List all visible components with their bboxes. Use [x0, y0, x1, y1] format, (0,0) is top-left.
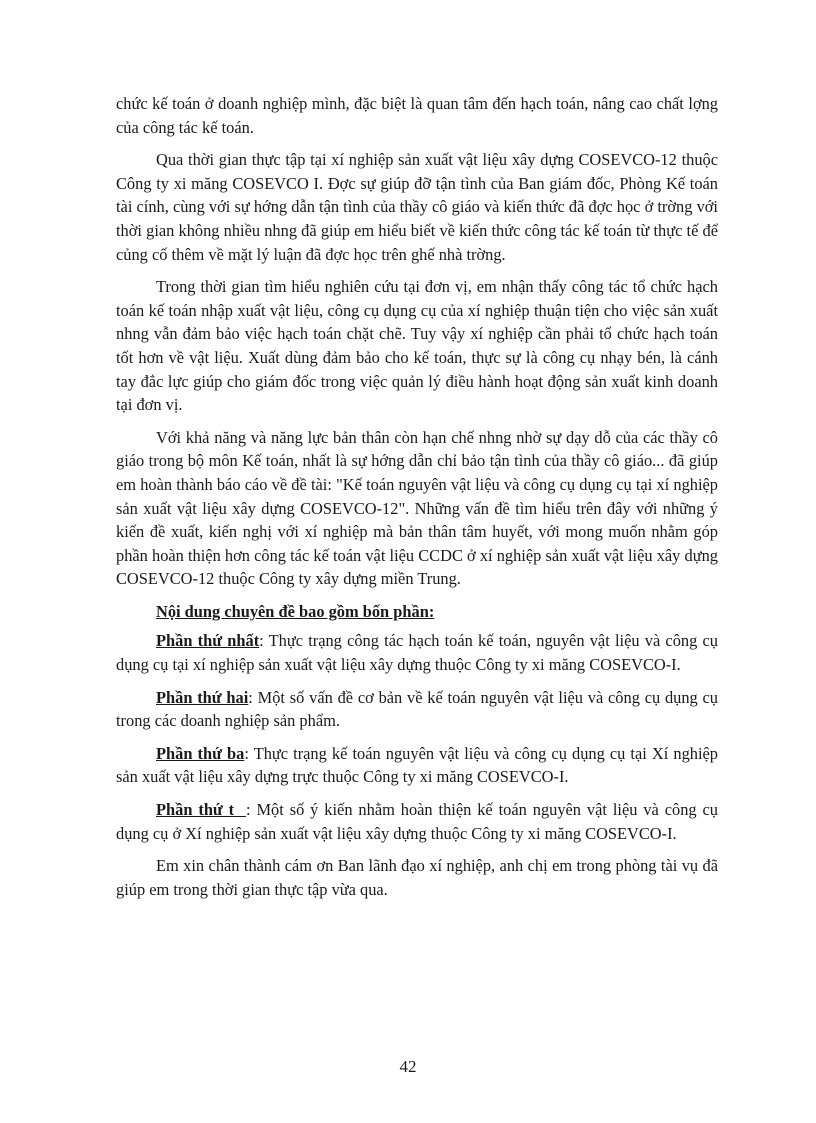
paragraph-research: Trong thời gian tìm hiểu nghiên cứu tại đơn vị, em nhận thấy công tác tổ chức hạch toán kế toán nhập xuất vật liệu, công cụ dụng cụ của xí nghiệp thuận tiện cho việc sản xuất nhng vẫn đảm bảo việc hạch toán chặt chẽ. Tuy vậy xí nghiệp cần phải tổ chức hạch toán tốt hơn về vật liệu. Xuất dùng đảm bảo cho kế toán, thực sự là công cụ nhạy bén, là cánh tay đắc lực giúp cho giám đốc trong việc quản lý điều hành hoạt động sản xuất kinh doanh tại đơn vị.	[116, 277, 718, 415]
section-heading-text: Nội dung chuyên đề bao gồm bốn phần:	[156, 601, 435, 621]
section-heading	[116, 600, 718, 624]
page-number: 42	[399, 1057, 417, 1076]
part-label: Phần thứ nhất	[156, 631, 260, 651]
part-item	[116, 742, 718, 789]
part-text: : Thực trạng kế toán nguyên vật liệu và công cụ dụng cụ tại Xí nghiệp sản xuất vật liệu xây dựng trực thuộc Công ty xi măng COSEVCO-I.	[116, 743, 718, 787]
part-item	[116, 629, 718, 676]
page-body	[116, 92, 718, 910]
part-label: Phần thứ ba	[156, 743, 245, 763]
part-item	[116, 798, 718, 845]
part-item	[116, 686, 718, 733]
paragraph-continued: chức kế toán ở doanh nghiệp mình, đặc biệt là quan tâm đến hạch toán, nâng cao chất lợng của công tác kế toán.	[116, 94, 718, 137]
part-label: Phần thứ hai	[156, 687, 249, 707]
part-text: : Một số ý kiến nhằm hoàn thiện kế toán nguyên vật liệu và công cụ dụng cụ ở Xí nghiệp sản xuất vật liệu xây dựng thuộc Công ty xi măng COSEVCO-I.	[116, 800, 718, 843]
paragraph-closing: Em xin chân thành cám ơn Ban lãnh đạo xí nghiệp, anh chị em trong phòng tài vụ đã giúp em trong thời gian thực tập vừa qua.	[116, 856, 718, 899]
part-text: : Thực trạng công tác hạch toán kế toán, nguyên vật liệu và công cụ dụng cụ tại xí nghiệp sản xuất vật liệu xây dựng thuộc Công ty xi măng COSEVCO-I.	[116, 631, 718, 675]
paragraph-internship: Qua thời gian thực tập tại xí nghiệp sản xuất vật liệu xây dựng COSEVCO-12 thuộc Công ty xi măng COSEVCO I. Đợc sự giúp đỡ tận tình của Ban giám đốc, Phòng Kế toán tài cính, cùng với sự hớng dẫn tận tình của thầy cô giáo và kiến thức đã đợc học ở trờng với thời gian không nhiều nhng đã giúp em hiểu biết về kiến thức công tác kế toán từ thực tế để củng cố thêm về mặt lý luận đã đợc học trên ghế nhà trờng.	[116, 150, 718, 264]
part-label: Phần thứ t	[156, 800, 246, 820]
paragraph-report: Với khả năng và năng lực bản thân còn hạn chế nhng nhờ sự dạy dỗ của các thầy cô giáo trong bộ môn Kế toán, nhất là sự hớng dẫn chỉ bảo tận tình của thầy cô giáo... đã giúp em hoàn thành báo cáo về đề tài: "Kế toán nguyên vật liệu và công cụ dụng cụ tại xí nghiệp sản xuất vật liệu xây dựng COSEVCO-12". Những vấn đề tìm hiểu trên đây với những ý kiến đề xuất, kiến nghị với xí nghiệp mà bản thân tâm huyết, với mong muốn nhằm góp phần hoàn thiện hơn công tác kế toán vật liệu CCDC ở xí nghiệp sản xuất vật liệu xây dựng COSEVCO-12 thuộc Công ty xây dựng miền Trung.	[116, 427, 718, 589]
part-text: : Một số vấn đề cơ bản về kế toán nguyên vật liệu và công cụ dụng cụ trong các doanh nghiệp sản phẩm.	[116, 687, 718, 731]
